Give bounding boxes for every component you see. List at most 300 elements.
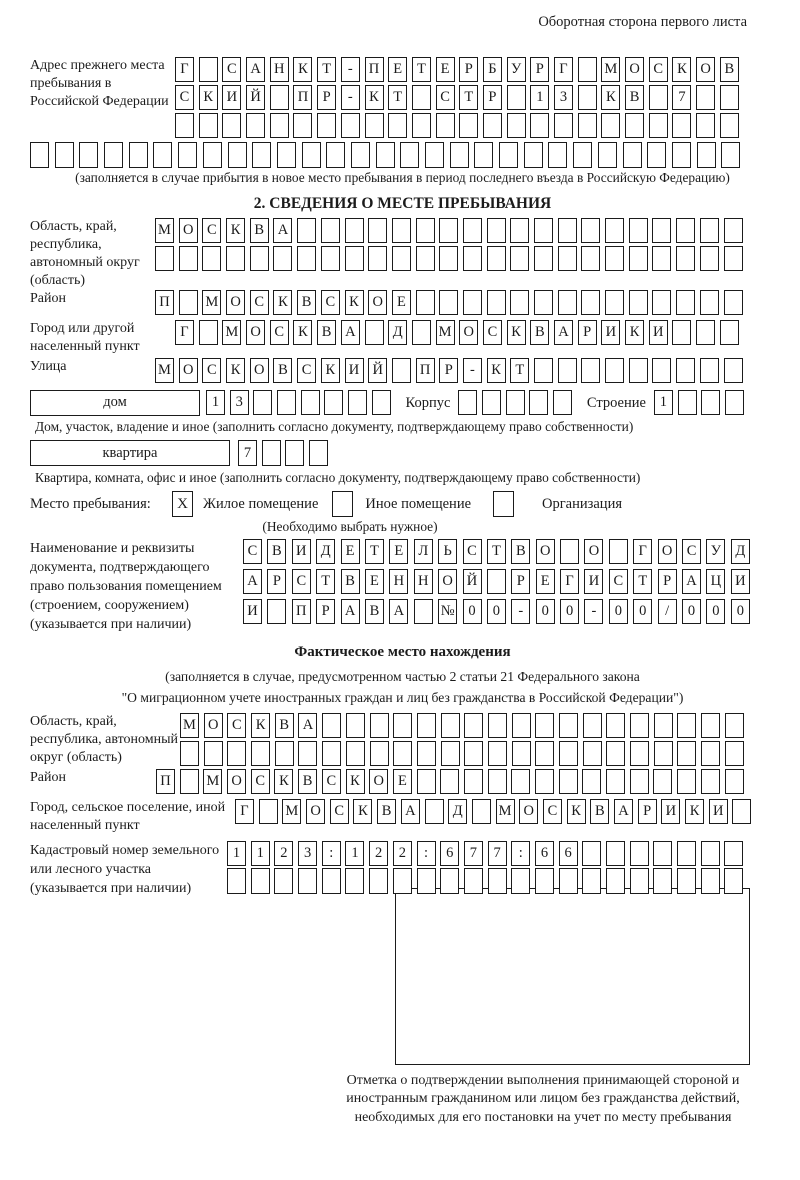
- char-box[interactable]: К: [274, 769, 293, 794]
- char-box[interactable]: [534, 290, 553, 315]
- char-box[interactable]: [393, 741, 412, 766]
- char-box[interactable]: С: [543, 799, 562, 824]
- char-box[interactable]: Р: [578, 320, 597, 345]
- char-box[interactable]: П: [292, 599, 311, 624]
- char-box[interactable]: [649, 85, 668, 110]
- char-box[interactable]: [606, 868, 625, 893]
- char-box[interactable]: А: [682, 569, 701, 594]
- char-box[interactable]: 0: [633, 599, 652, 624]
- char-box[interactable]: Т: [633, 569, 652, 594]
- char-box[interactable]: С: [297, 358, 316, 383]
- char-box[interactable]: Р: [317, 85, 336, 110]
- char-box[interactable]: [654, 741, 673, 766]
- char-box[interactable]: [301, 390, 320, 415]
- char-box[interactable]: [203, 142, 222, 167]
- char-box[interactable]: С: [292, 569, 311, 594]
- char-box[interactable]: [558, 358, 577, 383]
- char-box[interactable]: 0: [487, 599, 506, 624]
- char-box[interactable]: [677, 741, 696, 766]
- char-box[interactable]: [724, 290, 743, 315]
- char-box[interactable]: [273, 246, 292, 271]
- char-box[interactable]: К: [487, 358, 506, 383]
- char-box[interactable]: [425, 142, 444, 167]
- char-box[interactable]: [559, 769, 578, 794]
- char-box[interactable]: [322, 868, 341, 893]
- char-box[interactable]: [393, 868, 412, 893]
- char-box[interactable]: А: [401, 799, 420, 824]
- char-box[interactable]: [583, 713, 602, 738]
- char-box[interactable]: [548, 142, 567, 167]
- char-box[interactable]: [553, 390, 572, 415]
- char-box[interactable]: С: [202, 218, 221, 243]
- char-box[interactable]: [511, 769, 530, 794]
- char-box[interactable]: [321, 218, 340, 243]
- char-box[interactable]: И: [222, 85, 241, 110]
- char-box[interactable]: А: [614, 799, 633, 824]
- char-box[interactable]: В: [297, 290, 316, 315]
- char-box[interactable]: И: [649, 320, 668, 345]
- char-box[interactable]: [701, 713, 720, 738]
- char-box[interactable]: [326, 142, 345, 167]
- char-box[interactable]: 7: [464, 841, 483, 866]
- char-box[interactable]: [629, 358, 648, 383]
- char-box[interactable]: [199, 113, 218, 138]
- char-box[interactable]: [606, 741, 625, 766]
- char-box[interactable]: [558, 246, 577, 271]
- char-box[interactable]: :: [417, 841, 436, 866]
- char-box[interactable]: О: [204, 713, 223, 738]
- char-box[interactable]: [228, 142, 247, 167]
- char-box[interactable]: К: [685, 799, 704, 824]
- char-box[interactable]: [285, 440, 304, 465]
- char-box[interactable]: А: [341, 320, 360, 345]
- char-box[interactable]: [393, 713, 412, 738]
- char-box[interactable]: Ь: [438, 539, 457, 564]
- char-box[interactable]: [487, 569, 506, 594]
- char-box[interactable]: В: [275, 713, 294, 738]
- char-box[interactable]: [700, 218, 719, 243]
- char-box[interactable]: [322, 741, 341, 766]
- char-box[interactable]: И: [243, 599, 262, 624]
- char-box[interactable]: М: [180, 713, 199, 738]
- char-box[interactable]: 0: [706, 599, 725, 624]
- char-box[interactable]: Р: [511, 569, 530, 594]
- char-box[interactable]: 1: [530, 85, 549, 110]
- char-box[interactable]: [625, 113, 644, 138]
- char-box[interactable]: Д: [731, 539, 750, 564]
- char-box[interactable]: П: [416, 358, 435, 383]
- char-box[interactable]: [676, 358, 695, 383]
- char-box[interactable]: [605, 358, 624, 383]
- char-box[interactable]: О: [438, 569, 457, 594]
- char-box[interactable]: [573, 142, 592, 167]
- char-box[interactable]: М: [155, 218, 174, 243]
- char-box[interactable]: О: [584, 539, 603, 564]
- char-box[interactable]: [630, 769, 649, 794]
- char-box[interactable]: [724, 841, 743, 866]
- char-box[interactable]: [262, 440, 281, 465]
- char-box[interactable]: В: [298, 769, 317, 794]
- char-box[interactable]: В: [365, 599, 384, 624]
- char-box[interactable]: [464, 868, 483, 893]
- char-box[interactable]: -: [463, 358, 482, 383]
- char-box[interactable]: [488, 741, 507, 766]
- char-box[interactable]: [459, 113, 478, 138]
- char-box[interactable]: [370, 713, 389, 738]
- char-box[interactable]: С: [682, 539, 701, 564]
- char-box[interactable]: 6: [440, 841, 459, 866]
- char-box[interactable]: Е: [436, 57, 455, 82]
- char-box[interactable]: С: [243, 539, 262, 564]
- char-box[interactable]: [275, 741, 294, 766]
- char-box[interactable]: [582, 868, 601, 893]
- char-box[interactable]: [606, 841, 625, 866]
- char-box[interactable]: В: [267, 539, 286, 564]
- char-box[interactable]: [178, 142, 197, 167]
- char-box[interactable]: [472, 799, 491, 824]
- char-box[interactable]: О: [536, 539, 555, 564]
- char-box[interactable]: К: [365, 85, 384, 110]
- char-box[interactable]: [720, 113, 739, 138]
- char-box[interactable]: [227, 868, 246, 893]
- char-box[interactable]: [696, 113, 715, 138]
- char-box[interactable]: [458, 390, 477, 415]
- char-box[interactable]: С: [483, 320, 502, 345]
- char-box[interactable]: [654, 713, 673, 738]
- char-box[interactable]: Е: [393, 769, 412, 794]
- char-box[interactable]: [701, 868, 720, 893]
- char-box[interactable]: [535, 713, 554, 738]
- char-box[interactable]: [559, 868, 578, 893]
- char-box[interactable]: О: [368, 290, 387, 315]
- char-box[interactable]: О: [179, 358, 198, 383]
- char-box[interactable]: [222, 113, 241, 138]
- char-box[interactable]: [348, 390, 367, 415]
- char-box[interactable]: [582, 769, 601, 794]
- char-box[interactable]: Н: [414, 569, 433, 594]
- char-box[interactable]: М: [222, 320, 241, 345]
- char-box[interactable]: И: [601, 320, 620, 345]
- char-box[interactable]: [369, 868, 388, 893]
- char-box[interactable]: [251, 741, 270, 766]
- char-box[interactable]: [558, 290, 577, 315]
- char-box[interactable]: [724, 246, 743, 271]
- char-box[interactable]: В: [341, 569, 360, 594]
- char-box[interactable]: [720, 85, 739, 110]
- char-box[interactable]: А: [389, 599, 408, 624]
- char-box[interactable]: [270, 85, 289, 110]
- char-box[interactable]: М: [155, 358, 174, 383]
- char-box[interactable]: [297, 246, 316, 271]
- char-box[interactable]: [440, 769, 459, 794]
- char-box[interactable]: С: [436, 85, 455, 110]
- char-box[interactable]: [488, 868, 507, 893]
- char-box[interactable]: [179, 246, 198, 271]
- char-box[interactable]: Т: [388, 85, 407, 110]
- char-box[interactable]: [559, 713, 578, 738]
- char-box[interactable]: [483, 113, 502, 138]
- char-box[interactable]: [376, 142, 395, 167]
- char-box[interactable]: [180, 741, 199, 766]
- char-box[interactable]: [534, 358, 553, 383]
- char-box[interactable]: [436, 113, 455, 138]
- char-box[interactable]: [558, 218, 577, 243]
- char-box[interactable]: К: [293, 320, 312, 345]
- char-box[interactable]: С: [321, 290, 340, 315]
- char-box[interactable]: Д: [388, 320, 407, 345]
- char-box[interactable]: :: [511, 841, 530, 866]
- char-box[interactable]: [104, 142, 123, 167]
- char-box[interactable]: [346, 741, 365, 766]
- char-box[interactable]: -: [511, 599, 530, 624]
- char-box[interactable]: [180, 769, 199, 794]
- char-box[interactable]: [605, 218, 624, 243]
- char-box[interactable]: 1: [206, 390, 225, 415]
- char-box[interactable]: [652, 358, 671, 383]
- char-box[interactable]: [559, 741, 578, 766]
- char-box[interactable]: У: [706, 539, 725, 564]
- char-box[interactable]: 7: [488, 841, 507, 866]
- char-box[interactable]: 0: [560, 599, 579, 624]
- char-box[interactable]: [416, 246, 435, 271]
- char-box[interactable]: П: [293, 85, 312, 110]
- char-box[interactable]: [725, 390, 744, 415]
- char-box[interactable]: [474, 142, 493, 167]
- char-box[interactable]: К: [672, 57, 691, 82]
- char-box[interactable]: Й: [368, 358, 387, 383]
- char-box[interactable]: [535, 868, 554, 893]
- char-box[interactable]: 7: [672, 85, 691, 110]
- char-box[interactable]: [678, 390, 697, 415]
- char-box[interactable]: [341, 113, 360, 138]
- char-box[interactable]: Б: [483, 57, 502, 82]
- char-box[interactable]: 0: [682, 599, 701, 624]
- char-box[interactable]: [630, 841, 649, 866]
- char-box[interactable]: [464, 741, 483, 766]
- char-box[interactable]: В: [720, 57, 739, 82]
- char-box[interactable]: [199, 57, 218, 82]
- char-box[interactable]: [417, 769, 436, 794]
- char-box[interactable]: С: [322, 769, 341, 794]
- char-box[interactable]: Г: [175, 57, 194, 82]
- char-box[interactable]: [252, 142, 271, 167]
- char-box[interactable]: [253, 390, 272, 415]
- char-box[interactable]: [560, 539, 579, 564]
- char-box[interactable]: [368, 218, 387, 243]
- char-box[interactable]: [653, 868, 672, 893]
- char-box[interactable]: [345, 218, 364, 243]
- char-box[interactable]: Ц: [706, 569, 725, 594]
- char-box[interactable]: Т: [365, 539, 384, 564]
- char-box[interactable]: [487, 246, 506, 271]
- char-box[interactable]: [535, 769, 554, 794]
- char-box[interactable]: [677, 713, 696, 738]
- char-box[interactable]: [696, 320, 715, 345]
- char-box[interactable]: [499, 142, 518, 167]
- char-box[interactable]: [578, 85, 597, 110]
- char-box[interactable]: К: [226, 358, 245, 383]
- char-box[interactable]: С: [649, 57, 668, 82]
- char-box[interactable]: С: [202, 358, 221, 383]
- char-box[interactable]: [647, 142, 666, 167]
- char-box[interactable]: [412, 320, 431, 345]
- char-box[interactable]: [439, 246, 458, 271]
- char-box[interactable]: К: [199, 85, 218, 110]
- char-box[interactable]: Т: [316, 569, 335, 594]
- char-box[interactable]: [270, 113, 289, 138]
- char-box[interactable]: [302, 142, 321, 167]
- char-box[interactable]: В: [511, 539, 530, 564]
- char-box[interactable]: [725, 741, 744, 766]
- char-box[interactable]: 2: [274, 841, 293, 866]
- char-box[interactable]: [672, 113, 691, 138]
- char-box[interactable]: В: [273, 358, 292, 383]
- char-box[interactable]: 2: [393, 841, 412, 866]
- char-box[interactable]: [630, 868, 649, 893]
- char-box[interactable]: [400, 142, 419, 167]
- char-box[interactable]: И: [709, 799, 728, 824]
- char-box[interactable]: К: [321, 358, 340, 383]
- char-box[interactable]: [277, 142, 296, 167]
- char-box[interactable]: П: [365, 57, 384, 82]
- char-box[interactable]: Т: [317, 57, 336, 82]
- char-box[interactable]: [464, 769, 483, 794]
- char-box[interactable]: [725, 769, 744, 794]
- char-box[interactable]: Г: [633, 539, 652, 564]
- char-box[interactable]: О: [306, 799, 325, 824]
- char-box[interactable]: [321, 246, 340, 271]
- char-box[interactable]: [155, 246, 174, 271]
- char-box[interactable]: [179, 290, 198, 315]
- char-box[interactable]: О: [519, 799, 538, 824]
- char-box[interactable]: [725, 713, 744, 738]
- char-box[interactable]: [463, 246, 482, 271]
- char-box[interactable]: К: [567, 799, 586, 824]
- char-box[interactable]: [440, 868, 459, 893]
- char-box[interactable]: С: [251, 769, 270, 794]
- char-box[interactable]: Т: [459, 85, 478, 110]
- char-box[interactable]: [417, 713, 436, 738]
- char-box[interactable]: [578, 57, 597, 82]
- char-box[interactable]: [534, 246, 553, 271]
- char-box[interactable]: [199, 320, 218, 345]
- char-box[interactable]: 7: [238, 440, 257, 465]
- char-box[interactable]: Р: [638, 799, 657, 824]
- char-box[interactable]: К: [345, 290, 364, 315]
- char-box[interactable]: [598, 142, 617, 167]
- house-type-box[interactable]: [30, 390, 200, 416]
- char-box[interactable]: [732, 799, 751, 824]
- char-box[interactable]: [677, 841, 696, 866]
- char-box[interactable]: [554, 113, 573, 138]
- char-box[interactable]: К: [601, 85, 620, 110]
- char-box[interactable]: О: [625, 57, 644, 82]
- char-box[interactable]: И: [661, 799, 680, 824]
- char-box[interactable]: К: [273, 290, 292, 315]
- char-box[interactable]: [425, 799, 444, 824]
- char-box[interactable]: [623, 142, 642, 167]
- char-box[interactable]: [79, 142, 98, 167]
- char-box[interactable]: [368, 246, 387, 271]
- char-box[interactable]: С: [330, 799, 349, 824]
- char-box[interactable]: 0: [731, 599, 750, 624]
- char-box[interactable]: [701, 841, 720, 866]
- char-box[interactable]: [510, 290, 529, 315]
- char-box[interactable]: [412, 113, 431, 138]
- char-box[interactable]: [609, 539, 628, 564]
- char-box[interactable]: [511, 868, 530, 893]
- char-box[interactable]: [506, 390, 525, 415]
- char-box[interactable]: [724, 358, 743, 383]
- char-box[interactable]: [530, 113, 549, 138]
- char-box[interactable]: [417, 868, 436, 893]
- char-box[interactable]: К: [625, 320, 644, 345]
- char-box[interactable]: [652, 218, 671, 243]
- char-box[interactable]: Д: [448, 799, 467, 824]
- apartment-type-box[interactable]: [30, 440, 230, 466]
- char-box[interactable]: [605, 290, 624, 315]
- char-box[interactable]: В: [377, 799, 396, 824]
- char-box[interactable]: Г: [554, 57, 573, 82]
- char-box[interactable]: [309, 440, 328, 465]
- char-box[interactable]: [439, 218, 458, 243]
- char-box[interactable]: Р: [439, 358, 458, 383]
- char-box[interactable]: М: [436, 320, 455, 345]
- char-box[interactable]: [701, 741, 720, 766]
- char-box[interactable]: [441, 741, 460, 766]
- char-box[interactable]: [629, 290, 648, 315]
- char-box[interactable]: Е: [365, 569, 384, 594]
- char-box[interactable]: [463, 290, 482, 315]
- char-box[interactable]: М: [496, 799, 515, 824]
- char-box[interactable]: Р: [658, 569, 677, 594]
- char-box[interactable]: [630, 741, 649, 766]
- char-box[interactable]: Г: [560, 569, 579, 594]
- char-box[interactable]: [412, 85, 431, 110]
- char-box[interactable]: К: [251, 713, 270, 738]
- char-box[interactable]: М: [282, 799, 301, 824]
- char-box[interactable]: Й: [463, 569, 482, 594]
- char-box[interactable]: [676, 218, 695, 243]
- char-box[interactable]: [701, 390, 720, 415]
- char-box[interactable]: О: [226, 290, 245, 315]
- char-box[interactable]: [370, 741, 389, 766]
- char-box[interactable]: Й: [246, 85, 265, 110]
- char-box[interactable]: [697, 142, 716, 167]
- char-box[interactable]: С: [175, 85, 194, 110]
- char-box[interactable]: [439, 290, 458, 315]
- char-box[interactable]: [524, 142, 543, 167]
- char-box[interactable]: -: [341, 57, 360, 82]
- char-box[interactable]: [677, 868, 696, 893]
- char-box[interactable]: С: [463, 539, 482, 564]
- char-box[interactable]: [365, 320, 384, 345]
- char-box[interactable]: [672, 320, 691, 345]
- char-box[interactable]: [450, 142, 469, 167]
- char-box[interactable]: [463, 218, 482, 243]
- char-box[interactable]: 0: [463, 599, 482, 624]
- char-box[interactable]: [510, 246, 529, 271]
- char-box[interactable]: [535, 741, 554, 766]
- char-box[interactable]: -: [584, 599, 603, 624]
- char-box[interactable]: Г: [175, 320, 194, 345]
- char-box[interactable]: [246, 113, 265, 138]
- char-box[interactable]: К: [507, 320, 526, 345]
- char-box[interactable]: :: [322, 841, 341, 866]
- stay-type-checkbox-zhiloe[interactable]: X: [172, 491, 193, 517]
- char-box[interactable]: [601, 113, 620, 138]
- char-box[interactable]: [298, 868, 317, 893]
